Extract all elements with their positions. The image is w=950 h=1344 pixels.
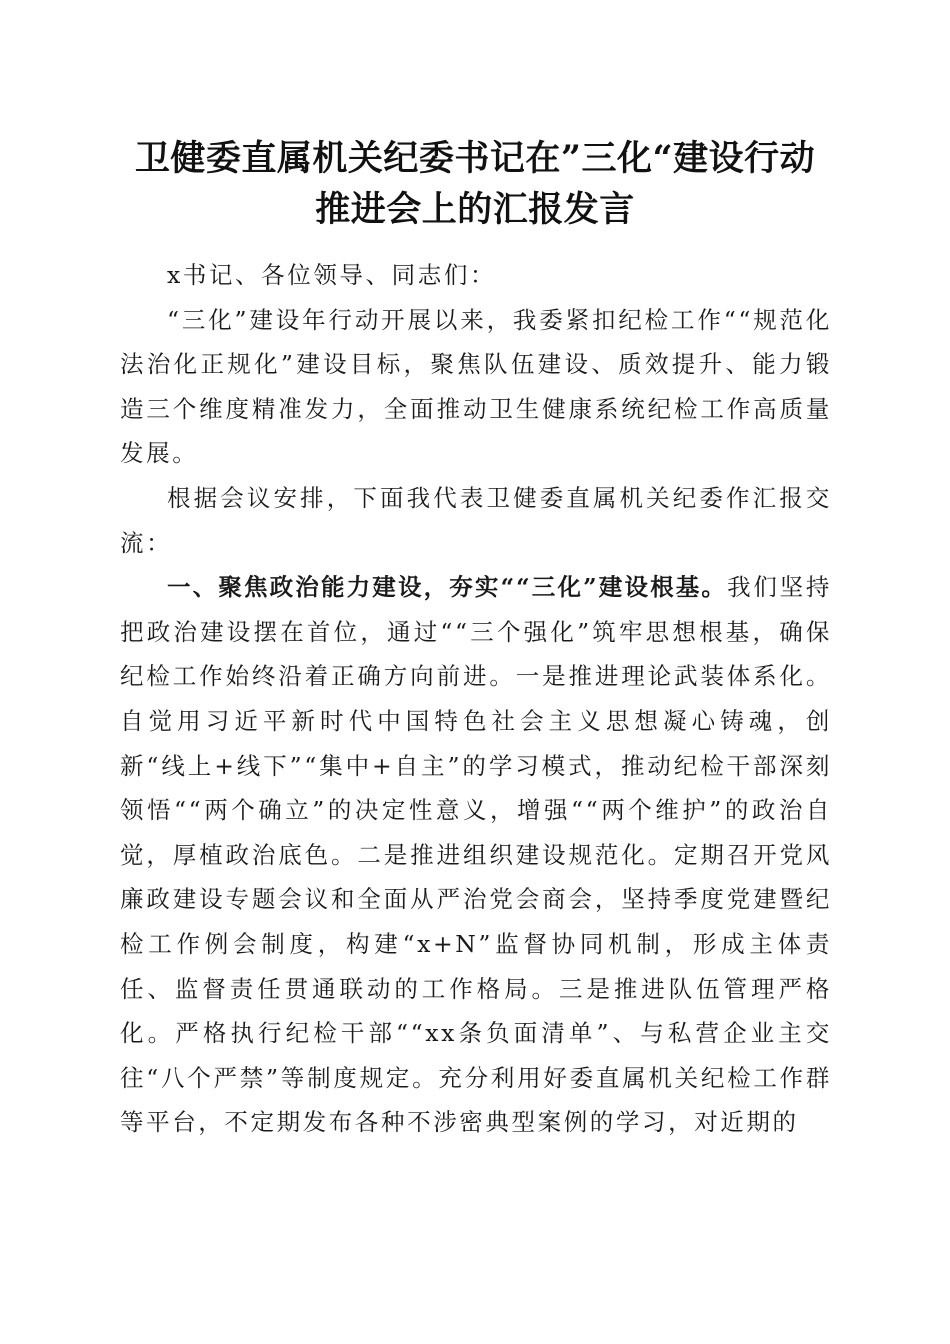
section-1-paragraph [120,565,832,1145]
document-title-line-1: 卫健委直属机关纪委书记在”三化“建设行动 [134,138,816,179]
section-1-text: 我们坚持把政治建设摆在首位，通过““三个强化”筑牢思想根基，确保纪检工作始终沿着正确方向前进。一是推进理论武装体系化。自觉用习近平新时代中国特色社会主义思想凝心铸魂，创新“线上+线下”“集中+自主”的学习模式，推动纪检干部深刻领悟““两个确立”的决定性意义，增强““两个维护”的政治自觉，厚植政治底色。二是推进组织建设规范化。定期召开党风廉政建设专题会议和全面从严治党会商会，坚持季度党建暨纪检工作例会制度，构建“x+N”监督协同机制，形成主体责任、监督责任贯通联动的工作格局。三是推进队伍管理严格化。严格执行纪检干部““xx条负面清单”、与私营企业主交往“八个严禁”等制度规定。充分利用好委直属机关纪检工作群等平台，不定期发布各种不涉密典型案例的学习，对近期的 [120,573,832,1137]
section-1-heading: 一、聚焦政治能力建设，夯实““三化”建设根基。 [167,573,728,602]
document-body [120,253,832,1145]
intro-paragraph: “三化”建设年行动开展以来，我委紧扣纪检工作““规范化法治化正规化”建设目标，聚焦队伍建设、质效提升、能力锻造三个维度精准发力，全面推动卫生健康系统纪检工作高质量发展。 [120,305,832,468]
document-title-line-2: 推进会上的汇报发言 [315,189,635,230]
arrangement-paragraph: 根据会议安排，下面我代表卫健委直属机关纪委作汇报交流： [120,483,832,557]
salutation: x书记、各位领导、同志们： [167,261,497,289]
document-title [100,133,850,235]
